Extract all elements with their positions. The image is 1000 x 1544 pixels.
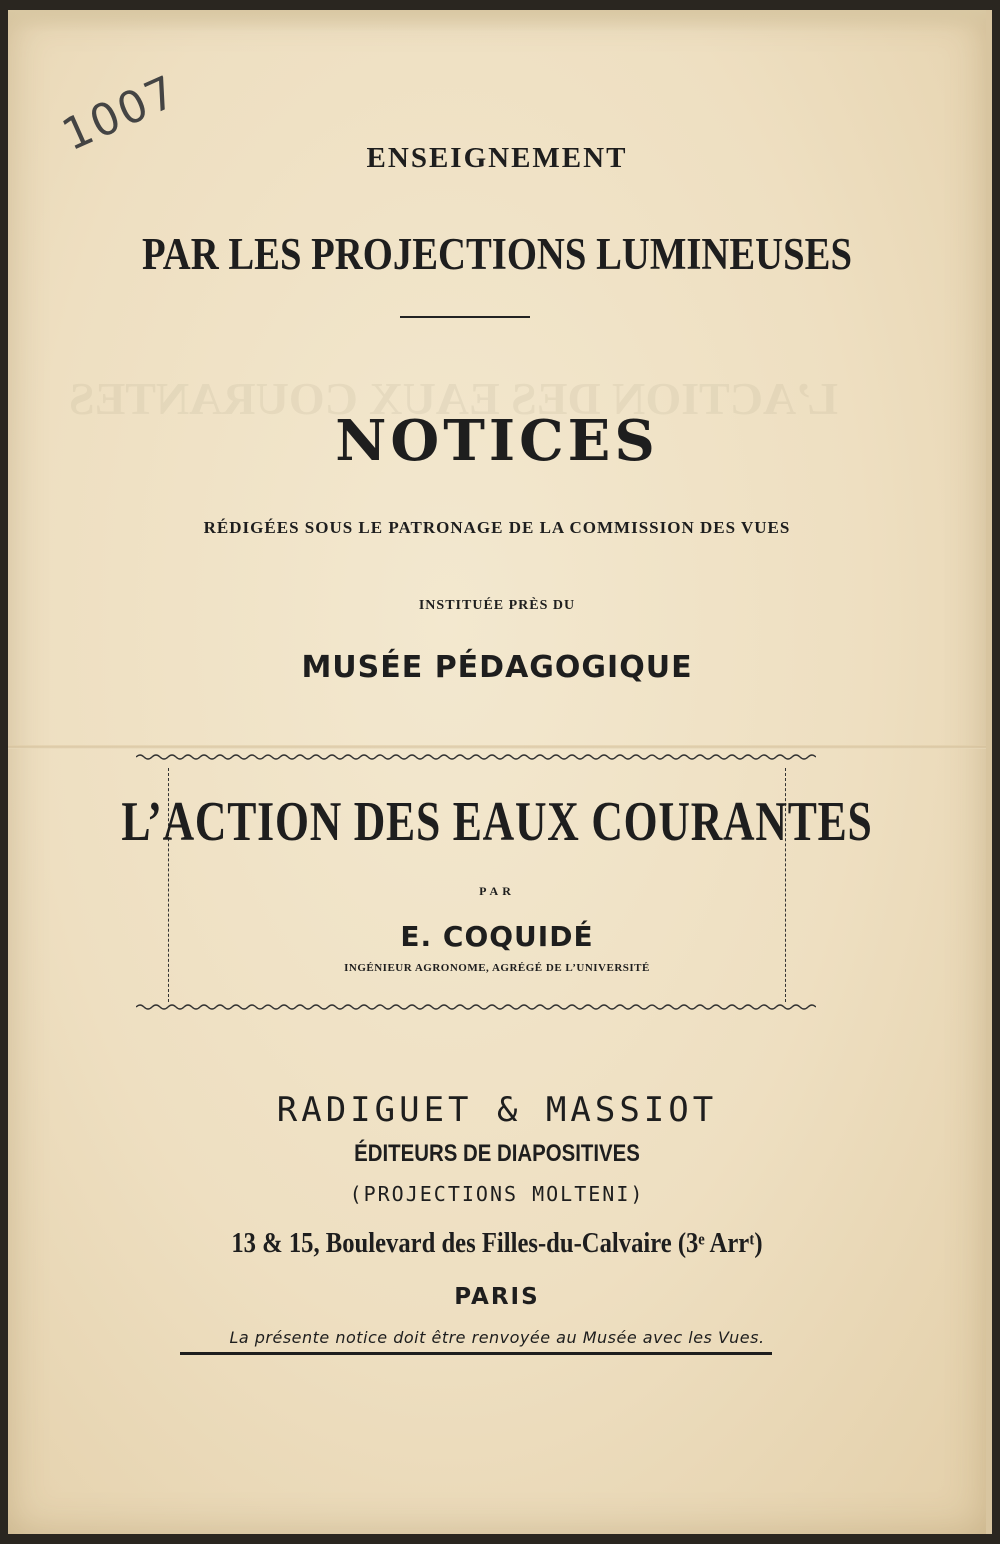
publisher-city: PARIS (454, 1284, 540, 1310)
publisher-address: 13 & 15, Boulevard des Filles-du-Calvaire (3ᵉ Arrᵗ) (231, 1228, 763, 1259)
author-title: INGÉNIEUR AGRONOME, AGRÉGÉ DE L’UNIVERSITÉ (344, 962, 650, 974)
publisher-projections: (PROJECTIONS MOLTENI) (349, 1182, 645, 1206)
footer-rule (180, 1352, 772, 1355)
instituted-line: INSTITUÉE PRÈS DU (418, 598, 576, 613)
document-page (8, 10, 992, 1534)
by-label: PAR (479, 884, 515, 898)
publisher-role: ÉDITEURS DE DIAPOSITIVES (354, 1140, 640, 1167)
return-notice: La présente notice doit être renvoyée au Musée avec les Vues. (229, 1328, 765, 1347)
author-name: E. COQUIDÉ (400, 920, 594, 953)
work-title: L’ACTION DES EAUX COURANTES (121, 791, 873, 853)
publisher-name: RADIGUET & MASSIOT (276, 1090, 718, 1130)
paper-top-edge (8, 10, 986, 32)
divider-rule (400, 316, 530, 318)
museum-name: MUSÉE PÉDAGOGIQUE (301, 650, 693, 685)
notices-subtitle: RÉDIGÉES SOUS LE PATRONAGE DE LA COMMISSION DES VUES (203, 518, 791, 537)
bleed-through-text: L’ACTION DES EAUX COURANTES (69, 373, 838, 424)
notices-title: NOTICES (335, 408, 659, 474)
heading-enseignement: ENSEIGNEMENT (366, 142, 628, 174)
frame-bottom-border (136, 1002, 816, 1012)
paper-fold (8, 745, 986, 749)
heading-projections: PAR LES PROJECTIONS LUMINEUSES (141, 229, 853, 279)
handwritten-number: 1007 (54, 65, 186, 162)
frame-top-border (136, 752, 816, 762)
